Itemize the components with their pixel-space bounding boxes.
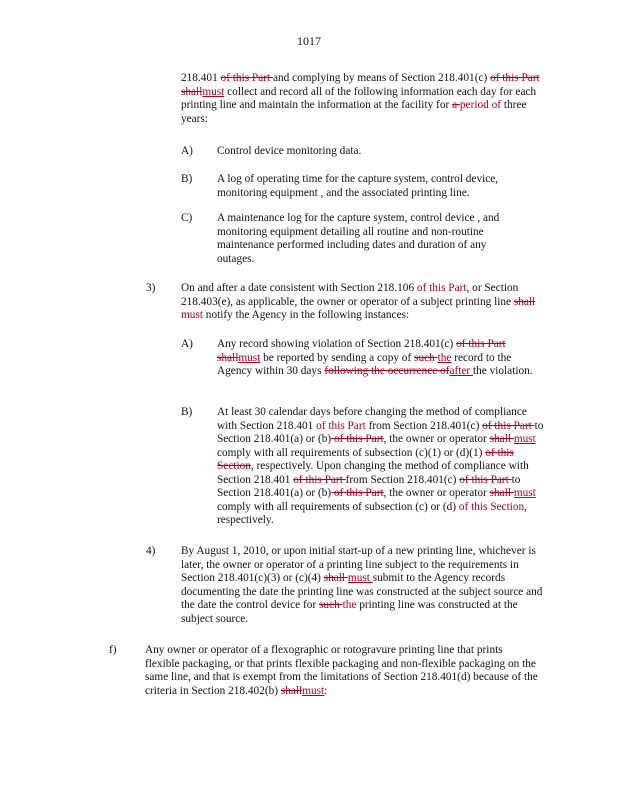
item-text bbox=[217, 173, 527, 200]
inserted-text: the bbox=[437, 351, 452, 364]
text-run: comply with all requirements of subsection (c)(1) or (d)(1) bbox=[217, 446, 486, 459]
deleted-text: following the occurrence of bbox=[324, 365, 450, 377]
inserted-text: must bbox=[202, 85, 225, 98]
deleted-text: such bbox=[319, 599, 343, 611]
deleted-text: shall bbox=[323, 572, 348, 584]
deleted-text: of this Part bbox=[459, 473, 512, 486]
text-run: A log of operating time for the capture system, control device, monitoring equipment , and the associated printing line. bbox=[217, 173, 499, 199]
item-label: B) bbox=[181, 173, 193, 185]
item-text bbox=[217, 338, 539, 379]
text-run: , or Section 218.403(e), as applicable, the owner or operator of a subject printing line bbox=[181, 282, 519, 308]
text-run: : bbox=[324, 684, 328, 697]
deleted-text: of this Part bbox=[456, 338, 506, 350]
item-text bbox=[217, 406, 547, 528]
inserted-text: must bbox=[302, 684, 325, 697]
page-number: 1017 bbox=[297, 34, 321, 48]
deleted-text: shall bbox=[280, 684, 303, 697]
deleted-text: shall bbox=[513, 295, 536, 308]
text-run: from Section 218.401(c) bbox=[365, 419, 483, 432]
text-run: three years: bbox=[181, 99, 527, 125]
text-run: the violation. bbox=[472, 365, 533, 377]
inserted-text: must bbox=[513, 487, 536, 499]
text-run: to Section 218.401(a) or (b) bbox=[217, 419, 544, 445]
deleted-text: a bbox=[452, 99, 460, 111]
text-run: , the owner or operator bbox=[383, 433, 490, 445]
item-label: 3) bbox=[146, 282, 156, 294]
item-label: A) bbox=[181, 338, 193, 350]
inserted-text: must bbox=[513, 433, 536, 445]
text-run: 218.401 bbox=[181, 72, 221, 84]
text-run: Any owner or operator of a flexographic or rotogravure printing line that prints flexible packaging, or that prints flexible packaging and non-flexible packaging on the same line, and that is exempt from the limitations of Section 218.401(d) because of the criteria in Section 218.402(b) bbox=[145, 644, 538, 697]
text-run: record to the Agency within 30 days bbox=[217, 351, 512, 377]
item-label: 4) bbox=[146, 545, 156, 557]
text-run: submit to the Agency records documenting the date the printing line was constructed at the subject source and the date the control device for bbox=[181, 572, 543, 611]
text-run: A maintenance log for the capture system, control device , and monitoring equipment detailing all routine and non-routine maintenance performed including dates and duration of any outages. bbox=[217, 212, 500, 265]
text-run: Control device monitoring data. bbox=[217, 145, 362, 157]
inserted-text: after bbox=[449, 365, 473, 377]
deleted-text: of this Part bbox=[331, 487, 384, 499]
deleted-text: shall bbox=[489, 433, 514, 445]
text-run: collect and record all of the following information each day for each printing line and maintain the information at the facility for bbox=[181, 85, 537, 111]
item-label: C) bbox=[181, 212, 193, 224]
deleted-text: of this Section bbox=[217, 446, 514, 472]
revised-text: the bbox=[342, 599, 357, 611]
intro-paragraph bbox=[181, 72, 551, 126]
text-run: , respectively. bbox=[217, 500, 527, 526]
deleted-text: shall bbox=[217, 351, 239, 364]
revised-text: period of bbox=[459, 99, 504, 111]
item-label: f) bbox=[109, 644, 117, 656]
text-run: printing line was constructed at the subject source. bbox=[181, 599, 518, 625]
inserted-text: must bbox=[347, 572, 373, 584]
deleted-text: of this Part bbox=[482, 419, 535, 432]
text-run: , respectively. Upon changing the method of compliance with Section 218.401 bbox=[217, 460, 529, 486]
revised-text: of this Part bbox=[316, 419, 366, 432]
deleted-text: of this Part bbox=[490, 72, 540, 84]
text-run: comply with all requirements of subsection (c) or (d) bbox=[217, 500, 459, 513]
revised-text: of this Part bbox=[416, 282, 467, 294]
deleted-text: of this Part bbox=[331, 433, 384, 445]
text-run: from Section 218.401(c) bbox=[345, 473, 460, 486]
text-run: and complying by means of Section 218.401(c) bbox=[272, 72, 491, 84]
item-text bbox=[181, 282, 549, 323]
item-text bbox=[181, 545, 549, 626]
item-text bbox=[217, 145, 537, 159]
item-label: A) bbox=[181, 145, 193, 157]
revised-text: of this Section bbox=[458, 500, 525, 513]
deleted-text: of this Part bbox=[220, 72, 273, 84]
text-run: be reported by sending a copy of bbox=[260, 351, 415, 364]
deleted-text: shall bbox=[489, 487, 514, 499]
item-text bbox=[145, 644, 539, 698]
text-run: By August 1, 2010, or upon initial start-up of a new printing line, whichever is later, the owner or operator of a printing line subject to the requirements in Section 218.401(c)(3) or (c)(4) bbox=[181, 545, 536, 584]
text-run: On and after a date consistent with Section 218.106 bbox=[181, 282, 417, 294]
deleted-text: of this Part bbox=[293, 473, 346, 486]
deleted-text: such bbox=[414, 351, 438, 364]
revised-text: must bbox=[181, 309, 203, 321]
inserted-text: must bbox=[238, 351, 261, 364]
text-run: to Section 218.401(a) or (b) bbox=[217, 473, 521, 499]
text-run: Any record showing violation of Section 218.401(c) bbox=[217, 338, 457, 350]
item-label: B) bbox=[181, 406, 193, 418]
text-run: , the owner or operator bbox=[383, 487, 490, 499]
deleted-text: shall bbox=[181, 85, 203, 98]
text-run: notify the Agency in the following instances: bbox=[202, 309, 410, 321]
item-text bbox=[217, 212, 522, 266]
text-run: At least 30 calendar days before changing the method of compliance with Section 218.401 bbox=[217, 406, 527, 432]
